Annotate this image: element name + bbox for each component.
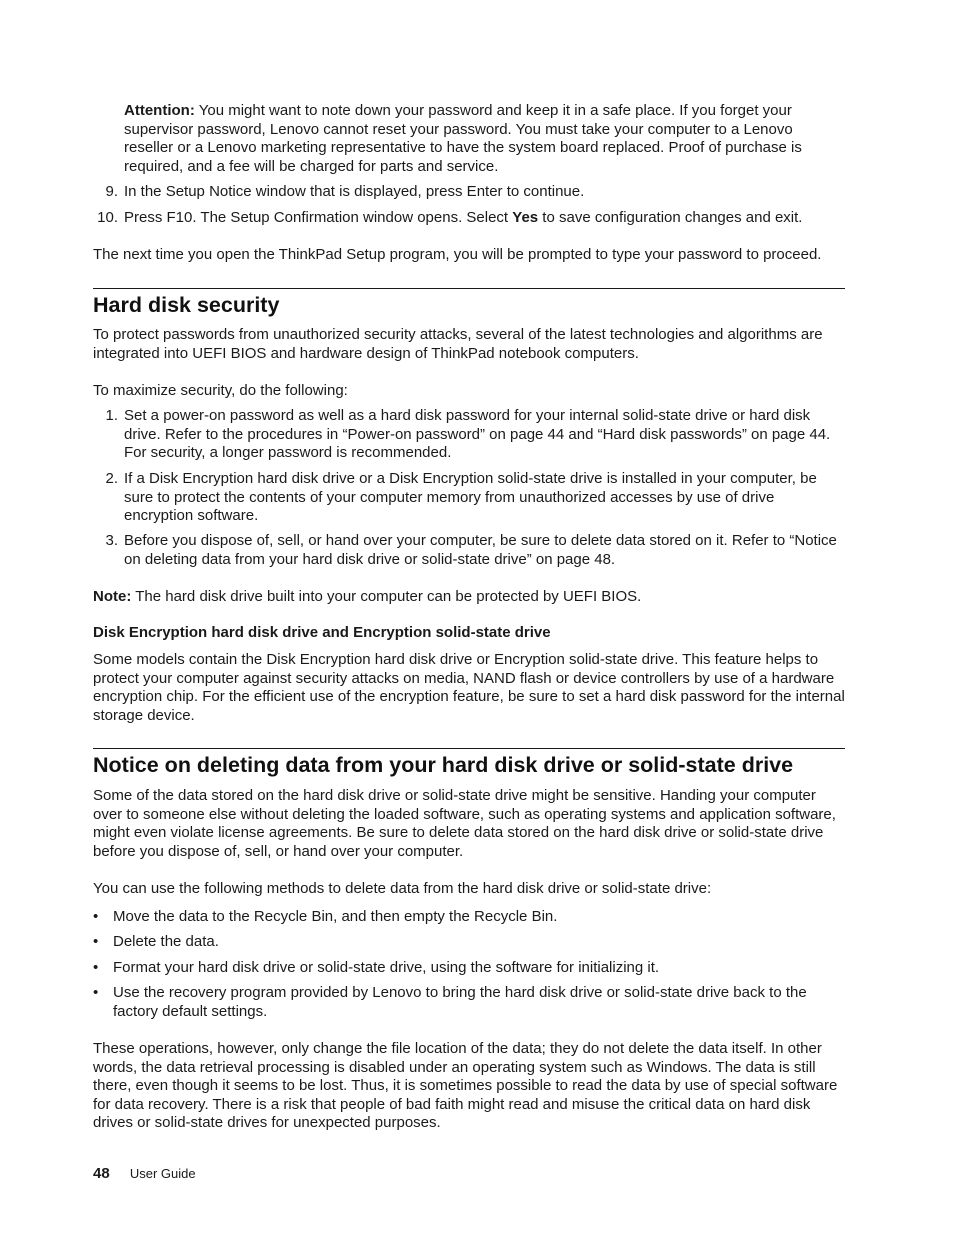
bullet-glyph: • — [93, 933, 99, 950]
disk-encryption-paragraph: Some models contain the Disk Encryption hard disk drive or Encryption solid-state drive. This feature helps to protect your computer against security attacks on media, NAND flash or device controllers by use of a hardware encryption chip. For the efficient use of the encryption feature, be sure to set a hard disk password for the internal storage device. — [93, 651, 845, 724]
step-text — [124, 209, 845, 228]
bullet-glyph: • — [93, 984, 99, 1001]
list-item-text: Format your hard disk drive or solid-state drive, using the software for initializing it. — [113, 959, 660, 976]
section-divider — [93, 288, 845, 289]
step-text: Set a power-on password as well as a hard disk password for your internal solid-state drive or hard disk drive. Refer to the procedures in “Power-on password” on page 44 and “Hard disk passwords” on page 44. For security, a longer password is recommended. — [124, 407, 831, 462]
hard-disk-security-intro: To protect passwords from unauthorized security attacks, several of the latest technologies and algorithms are integrated into UEFI BIOS and hardware design of ThinkPad notebook computers. — [93, 326, 823, 362]
hard-disk-security-heading: Hard disk security — [93, 293, 280, 317]
bullet-glyph: • — [93, 908, 99, 925]
note-text: The hard disk drive built into your computer can be protected by UEFI BIOS. — [135, 588, 642, 605]
step-text-post: to save configuration changes and exit. — [538, 209, 803, 226]
step-number: 9. — [105, 183, 118, 200]
step-number: 10. — [97, 209, 118, 226]
step-number: 1. — [105, 407, 118, 424]
attention-label: Attention: — [124, 102, 195, 119]
step-text: If a Disk Encryption hard disk drive or a Disk Encryption solid-state drive is installed in your computer, be sure to protect the contents of your computer memory from unauthorized accesses by use of drive encryption software. — [124, 470, 817, 525]
bullet-glyph: • — [93, 959, 99, 976]
next-time-paragraph: The next time you open the ThinkPad Setup program, you will be prompted to type your password to proceed. — [93, 246, 822, 263]
step-number: 2. — [105, 470, 118, 487]
page-number: 48 — [93, 1165, 110, 1182]
step-text: Before you dispose of, sell, or hand over your computer, be sure to delete data stored on it. Refer to “Notice on deleting data from your hard disk drive or solid-state drive” on page 48. — [124, 532, 837, 568]
note-paragraph — [93, 588, 845, 607]
step-number: 3. — [105, 532, 118, 549]
document-title: User Guide — [129, 1166, 196, 1181]
list-item-text: Use the recovery program provided by Lenovo to bring the hard disk drive or solid-state drive back to the factory default settings. — [113, 984, 807, 1020]
yes-option-label: Yes — [512, 209, 539, 226]
note-label: Note: — [93, 588, 132, 605]
step-text-pre: Press F10. The Setup Confirmation window opens. Select — [124, 209, 513, 226]
list-item-text: Move the data to the Recycle Bin, and then empty the Recycle Bin. — [113, 908, 558, 925]
notice-paragraph-3: These operations, however, only change the file location of the data; they do not delete the data itself. In other words, the data retrieval processing is disabled under an operating system such as Windows. The data is still there, even though it seems to be lost. Thus, it is sometimes possible to read the data by use of special software for data recovery. There is a risk that people of bad faith might read and misuse the critical data on hard disk drives or solid-state drives for unexpected purposes. — [93, 1040, 838, 1132]
page-footer — [93, 1165, 196, 1184]
attention-paragraph — [124, 102, 845, 176]
notice-heading: Notice on deleting data from your hard disk drive or solid-state drive — [93, 753, 794, 777]
maximize-security-lead: To maximize security, do the following: — [93, 382, 348, 399]
attention-text: You might want to note down your password and keep it in a safe place. If you forget your supervisor password, Lenovo cannot reset your password. You must take your computer to a Lenovo reseller or a Lenovo marketing representative to have the system board replaced. Proof of purchase is required, and a fee will be charged for parts and service. — [124, 102, 802, 175]
notice-paragraph-1: Some of the data stored on the hard disk drive or solid-state drive might be sensitive. Handing your computer over to someone else without deleting the loaded software, such as operating systems and application software, might even violate license agreements. Be sure to delete data stored on the hard disk drive or solid-state drive before you dispose of, sell, or hand over your computer. — [93, 787, 836, 860]
section-divider — [93, 748, 845, 749]
notice-paragraph-2: You can use the following methods to delete data from the hard disk drive or solid-state drive: — [93, 880, 712, 897]
step-text: In the Setup Notice window that is displayed, press Enter to continue. — [124, 183, 585, 200]
disk-encryption-subheading: Disk Encryption hard disk drive and Encryption solid-state drive — [93, 624, 551, 641]
list-item-text: Delete the data. — [113, 933, 219, 950]
